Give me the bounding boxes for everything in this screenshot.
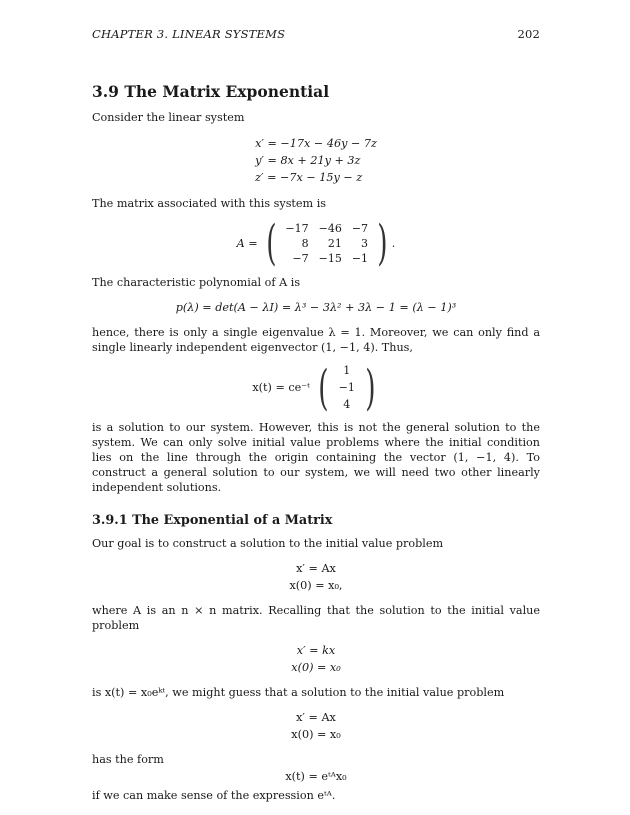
matrix-equation	[92, 215, 540, 271]
solution-equation	[92, 361, 540, 414]
matrix-cell: −1	[351, 251, 369, 265]
right-paren-icon: )	[365, 359, 376, 416]
paragraph-has-form: has the form	[92, 753, 164, 766]
paragraph-where-a: where A is an n × n matrix. Recalling that the solution to the initial value problem	[92, 604, 540, 632]
equation-line: x(0) = x₀	[291, 728, 341, 741]
matrix-label: A =	[236, 236, 258, 250]
equation-line: x′ = −17x − 46y − 7z	[255, 137, 377, 150]
equation-scalar-ivp	[92, 642, 540, 676]
equation-charpoly: p(λ) = det(A − λI) = λ³ − 3λ² + 3λ − 1 = (λ − 1)³	[175, 301, 457, 314]
equation-line: x(0) = x₀,	[289, 579, 343, 592]
vector-table	[333, 361, 361, 414]
vector-cell: 1	[343, 364, 351, 377]
equation-line: y′ = 8x + 21y + 3z	[255, 154, 361, 167]
equation-ivp	[92, 560, 540, 594]
vector-cell: −1	[338, 381, 355, 394]
matrix-cell: 21	[327, 236, 342, 250]
equation-line: x′ = kx	[296, 644, 336, 657]
matrix-table	[280, 221, 373, 266]
equation-line: z′ = −7x − 15y − z	[255, 171, 363, 184]
paragraph-matrix-intro: The matrix associated with this system is	[92, 197, 327, 210]
equation-system	[92, 135, 540, 186]
page-number: 202	[517, 27, 540, 41]
paragraph-intro: Consider the linear system	[92, 111, 245, 124]
subsection-title: 3.9.1 The Exponential of a Matrix	[92, 513, 333, 528]
matrix-cell: −7	[351, 221, 369, 235]
vector-cell: 4	[343, 398, 351, 411]
paragraph-goal: Our goal is to construct a solution to the initial value problem	[92, 537, 444, 550]
solution-label: x(t) = ce⁻ᵗ	[252, 381, 310, 394]
paragraph-charpoly-intro: The characteristic polynomial of A is	[92, 276, 301, 289]
equation-line: x′ = Ax	[296, 711, 336, 724]
equation-ivp-repeat	[92, 709, 540, 743]
equation-line: x′ = Ax	[296, 562, 336, 575]
page-body	[92, 84, 540, 803]
chapter-title: CHAPTER 3. LINEAR SYSTEMS	[92, 27, 286, 41]
running-header	[92, 27, 540, 41]
matrix-cell: −15	[318, 251, 342, 265]
matrix-period: .	[391, 236, 396, 250]
eigenvector	[314, 361, 380, 414]
matrix-cell: 8	[301, 236, 309, 250]
matrix-cell: −7	[292, 251, 309, 265]
right-paren-icon: )	[377, 215, 388, 271]
left-paren-icon: (	[265, 215, 277, 271]
paragraph-if-sense: if we can make sense of the expression eᵗᴬ.	[92, 789, 336, 802]
equation-line: x(0) = x₀	[291, 661, 341, 674]
paragraph-is-xt: is x(t) = x₀eᵏᵗ, we might guess that a solution to the initial value problem	[92, 686, 505, 699]
matrix-cell: −46	[318, 221, 342, 235]
left-paren-icon: (	[318, 359, 329, 416]
equation-exp-form: x(t) = eᵗᴬx₀	[285, 770, 347, 783]
matrix-cell: −17	[285, 221, 309, 235]
paragraph-eigen: hence, there is only a single eigenvalue λ = 1. Moreover, we can only find a single linearly independent eigenvector (1, −1, 4). Thus,	[92, 326, 540, 354]
paragraph-not-general: is a solution to our system. However, this is not the general solution to the system. We can only solve initial value problems where the initial condition lies on the line through the origin containing the vector (1, −1, 4). To construct a general solution to our system, we will need two other linearly independent solutions.	[92, 421, 540, 494]
section-title: 3.9 The Matrix Exponential	[92, 82, 330, 101]
matrix-cell: 3	[361, 236, 369, 250]
matrix	[262, 215, 392, 271]
